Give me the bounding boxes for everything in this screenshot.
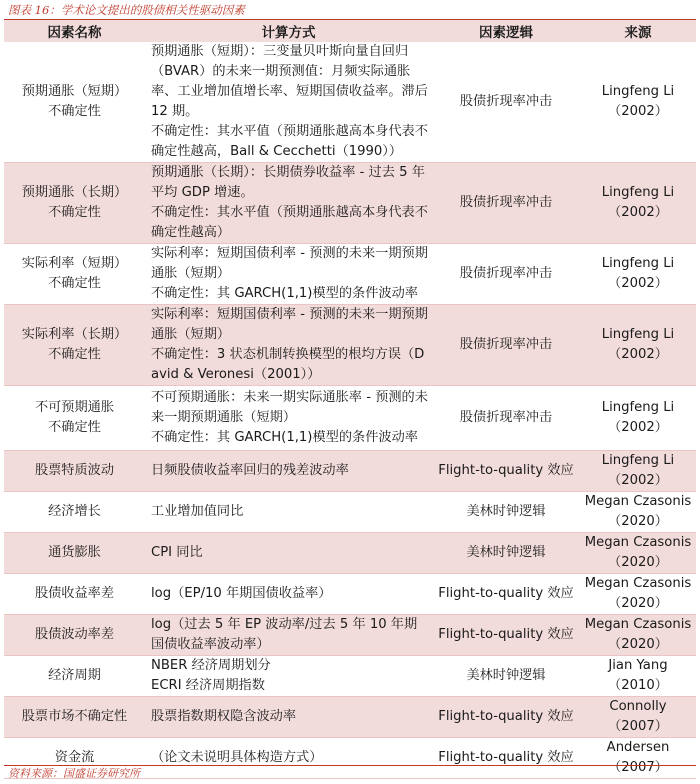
factor-line: 股债波动率差 xyxy=(34,627,115,642)
method-cell xyxy=(145,244,432,305)
method-line: 预期通胀（短期）：三变量贝叶斯向量自回归（BVAR）的未来一期预测值：月频实际通胀率、工业增加值增长率、短期国债收益率。滞后 12 期。 xyxy=(151,44,428,119)
source-year: （2010） xyxy=(608,678,668,693)
factors-table xyxy=(4,20,696,779)
source-year: （2002） xyxy=(608,347,668,362)
factor-cell xyxy=(4,533,145,574)
method-line: 不确定性：其 GARCH(1,1)模型的条件波动率 xyxy=(151,286,418,301)
source-author: Lingfeng Li xyxy=(601,256,675,271)
method-cell xyxy=(145,656,432,697)
logic-cell: 股债折现率冲击 xyxy=(432,163,580,244)
logic-cell: 美林时钟逻辑 xyxy=(432,533,580,574)
method-line: 实际利率：短期国债利率 - 预测的未来一期预期通胀（短期） xyxy=(151,246,428,281)
logic-cell: Flight-to-quality 效应 xyxy=(432,738,580,779)
method-line: 工业增加值同比 xyxy=(151,504,244,519)
method-line: log（EP/10 年期国债收益率） xyxy=(151,586,332,601)
source-author: Megan Czasonis xyxy=(584,576,692,591)
method-line: ECRI 经济周期指数 xyxy=(151,678,265,693)
source-cell xyxy=(580,697,696,738)
table-row xyxy=(4,697,696,738)
factor-line: 实际利率（短期） xyxy=(21,256,128,271)
method-cell xyxy=(145,738,432,779)
source-cell xyxy=(580,386,696,451)
table-row xyxy=(4,656,696,697)
factor-cell xyxy=(4,492,145,533)
source-cell xyxy=(580,244,696,305)
method-line: 不确定性：其水平值（预期通胀越高本身代表不确定性越高） xyxy=(151,205,428,240)
logic-cell: 股债折现率冲击 xyxy=(432,386,580,451)
source-year: （2002） xyxy=(608,205,668,220)
source-cell xyxy=(580,533,696,574)
source-year: （2020） xyxy=(608,514,668,529)
method-cell xyxy=(145,615,432,656)
factor-line: 不确定性 xyxy=(48,420,101,435)
factor-line: 不确定性 xyxy=(48,205,101,220)
factor-cell xyxy=(4,615,145,656)
source-author: Lingfeng Li xyxy=(601,84,675,99)
method-cell xyxy=(145,163,432,244)
factor-cell xyxy=(4,574,145,615)
factor-line: 预期通胀（长期） xyxy=(21,185,128,200)
table-row xyxy=(4,492,696,533)
factor-line: 不确定性 xyxy=(48,276,101,291)
logic-cell: 美林时钟逻辑 xyxy=(432,656,580,697)
logic-cell: Flight-to-quality 效应 xyxy=(432,574,580,615)
source-year: （2007） xyxy=(608,760,668,775)
source-author: Andersen xyxy=(606,740,670,755)
factor-line: 预期通胀（短期） xyxy=(21,84,128,99)
source-cell xyxy=(580,492,696,533)
factor-cell xyxy=(4,656,145,697)
method-cell xyxy=(145,574,432,615)
source-year: （2020） xyxy=(608,555,668,570)
source-cell xyxy=(580,615,696,656)
method-line: 日频股债收益率回归的残差波动率 xyxy=(151,463,349,478)
source-footnote: 资料来源：国盛证券研究所 xyxy=(8,767,140,780)
source-cell xyxy=(580,656,696,697)
table-row xyxy=(4,305,696,386)
method-line: 预期通胀（长期）：长期债券收益率 - 过去 5 年平均 GDP 增速。 xyxy=(151,165,425,200)
logic-cell: 股债折现率冲击 xyxy=(432,42,580,163)
factor-line: 经济增长 xyxy=(48,504,101,519)
method-cell xyxy=(145,451,432,492)
factor-line: 不确定性 xyxy=(48,104,101,119)
source-author: Jian Yang xyxy=(608,658,668,673)
method-line: 不确定性：其水平值（预期通胀越高本身代表不确定性越高，Ball & Cecchetti（1990）） xyxy=(151,124,428,159)
logic-cell: Flight-to-quality 效应 xyxy=(432,451,580,492)
factor-cell xyxy=(4,163,145,244)
logic-cell: Flight-to-quality 效应 xyxy=(432,615,580,656)
logic-cell: Flight-to-quality 效应 xyxy=(432,697,580,738)
table-row xyxy=(4,42,696,163)
source-year: （2002） xyxy=(608,473,668,488)
source-cell xyxy=(580,738,696,779)
factor-line: 经济周期 xyxy=(48,668,101,683)
factor-line: 不确定性 xyxy=(48,347,101,362)
table-header-row xyxy=(4,20,696,42)
source-author: Lingfeng Li xyxy=(601,453,675,468)
method-line: log（过去 5 年 EP 波动率/过去 5 年 10 年期国债收益率波动率） xyxy=(151,617,418,652)
source-author: Lingfeng Li xyxy=(601,327,675,342)
factor-line: 股债收益率差 xyxy=(34,586,115,601)
factor-cell xyxy=(4,244,145,305)
header-method: 计算方式 xyxy=(145,20,432,42)
factor-line: 通货膨胀 xyxy=(48,545,101,560)
table-row xyxy=(4,615,696,656)
factor-cell xyxy=(4,697,145,738)
figure-caption: 图表 16：学术论文提出的股债相关性驱动因素 xyxy=(8,3,245,17)
source-author: Megan Czasonis xyxy=(584,494,692,509)
source-cell xyxy=(580,163,696,244)
method-line: 实际利率：短期国债利率 - 预测的未来一期预期通胀（短期） xyxy=(151,307,428,342)
logic-cell: 美林时钟逻辑 xyxy=(432,492,580,533)
source-cell xyxy=(580,42,696,163)
factor-line: 不可预期通胀 xyxy=(34,400,115,415)
source-cell xyxy=(580,305,696,386)
method-line: 股票指数期权隐含波动率 xyxy=(151,709,297,724)
method-line: （论文未说明具体构造方式） xyxy=(151,750,323,765)
table-row xyxy=(4,244,696,305)
header-logic: 因素逻辑 xyxy=(432,20,580,42)
source-year: （2002） xyxy=(608,276,668,291)
factor-cell xyxy=(4,386,145,451)
table-row xyxy=(4,386,696,451)
source-author: Lingfeng Li xyxy=(601,185,675,200)
source-author: Connolly xyxy=(609,699,667,714)
source-year: （2002） xyxy=(608,104,668,119)
factor-line: 资金流 xyxy=(54,750,95,765)
table-row xyxy=(4,163,696,244)
header-factor: 因素名称 xyxy=(4,20,145,42)
method-cell xyxy=(145,42,432,163)
method-cell xyxy=(145,305,432,386)
method-cell xyxy=(145,386,432,451)
method-line: 不可预期通胀：未来一期实际通胀率 - 预测的未来一期预期通胀（短期） xyxy=(151,390,428,425)
method-line: 不确定性：3 状态机制转换模型的根均方误（David & Veronesi（2001）） xyxy=(151,347,425,382)
factor-cell xyxy=(4,305,145,386)
source-year: （2020） xyxy=(608,596,668,611)
source-cell xyxy=(580,451,696,492)
source-year: （2002） xyxy=(608,420,668,435)
source-author: Lingfeng Li xyxy=(601,400,675,415)
header-source: 来源 xyxy=(580,20,696,42)
logic-cell: 股债折现率冲击 xyxy=(432,305,580,386)
table-row xyxy=(4,451,696,492)
logic-cell: 股债折现率冲击 xyxy=(432,244,580,305)
method-line: 不确定性：其 GARCH(1,1)模型的条件波动率 xyxy=(151,430,418,445)
factor-cell xyxy=(4,42,145,163)
method-cell xyxy=(145,492,432,533)
table-row xyxy=(4,574,696,615)
method-line: NBER 经济周期划分 xyxy=(151,658,271,673)
source-year: （2020） xyxy=(608,637,668,652)
method-line: CPI 同比 xyxy=(151,545,203,560)
method-cell xyxy=(145,533,432,574)
factor-line: 股票特质波动 xyxy=(34,463,115,478)
table-row xyxy=(4,533,696,574)
source-author: Megan Czasonis xyxy=(584,617,692,632)
factor-line: 实际利率（长期） xyxy=(21,327,128,342)
method-cell xyxy=(145,697,432,738)
factor-cell xyxy=(4,451,145,492)
source-cell xyxy=(580,574,696,615)
factor-line: 股票市场不确定性 xyxy=(21,709,128,724)
source-year: （2007） xyxy=(608,719,668,734)
source-author: Megan Czasonis xyxy=(584,535,692,550)
